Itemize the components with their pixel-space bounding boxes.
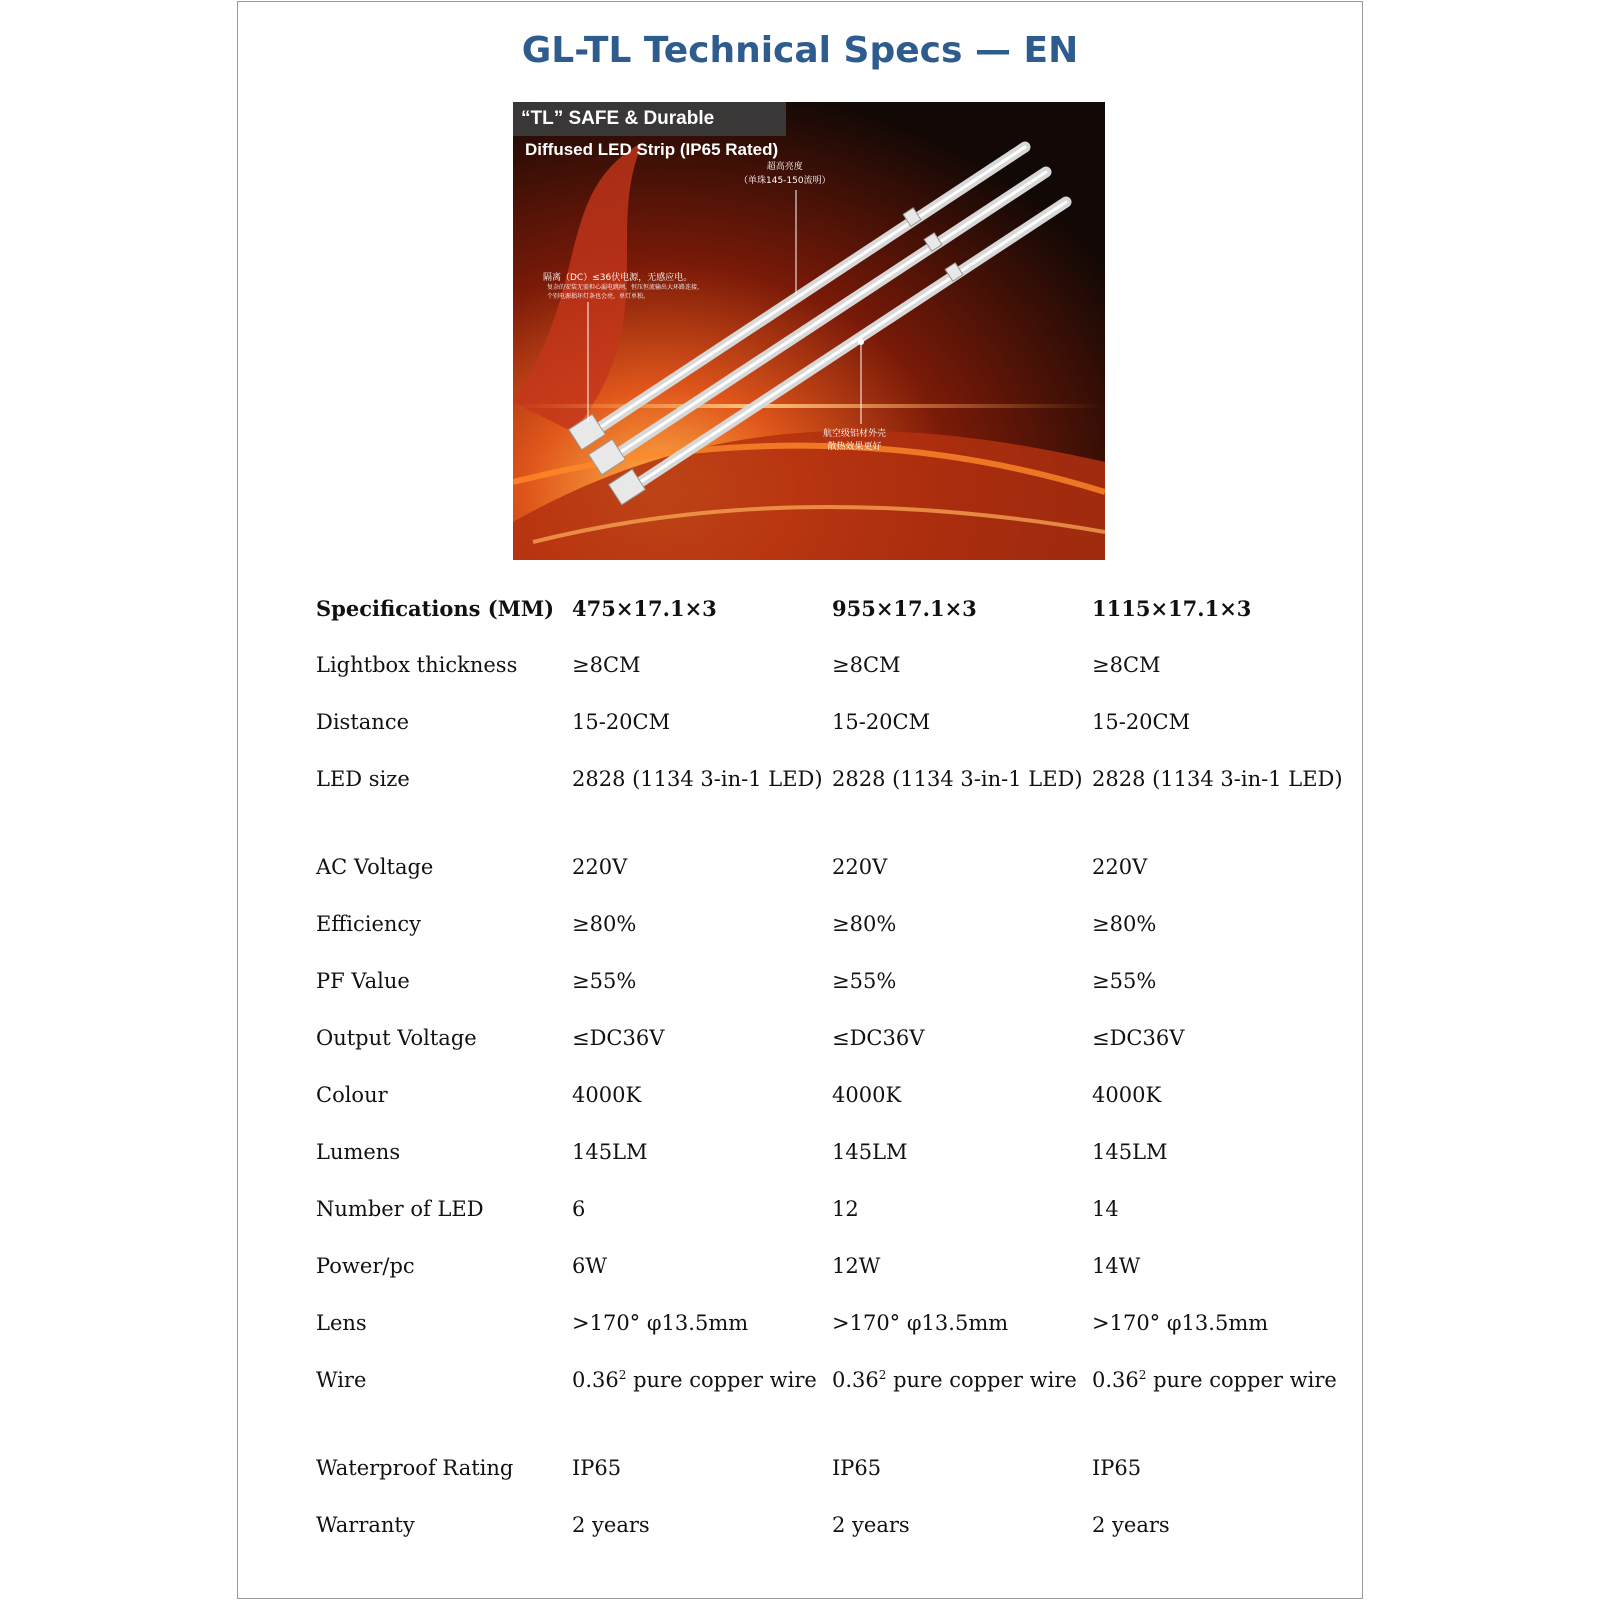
table-row — [316, 851, 1346, 908]
row-label: Lens — [316, 1311, 367, 1335]
cell-value: ≥8CM — [572, 653, 641, 677]
row-label: Lumens — [316, 1140, 401, 1164]
cell-value — [832, 1364, 1092, 1452]
table-row — [316, 1079, 1346, 1136]
table-row — [316, 965, 1346, 1022]
row-label: Efficiency — [316, 912, 422, 936]
hero-banner: “TL” SAFE & Durable — [513, 102, 786, 136]
superscript: 2 — [878, 1368, 887, 1382]
shell-note-sub: 散热效果更好 — [827, 442, 882, 452]
table-row — [316, 1193, 1346, 1250]
cell-value: ≥80% — [832, 912, 897, 936]
isolation-note-main: 隔离（DC）≤36伏电源，无感应电。 — [543, 273, 693, 283]
row-label: LED size — [316, 767, 410, 791]
cell-value: >170° φ13.5mm — [572, 1311, 749, 1335]
cell-value: ≥80% — [1092, 912, 1157, 936]
row-label: Wire — [316, 1368, 367, 1392]
wire-desc: pure copper wire — [1146, 1368, 1337, 1392]
header-size-475: 475×17.1×3 — [572, 596, 717, 621]
brightness-note — [739, 160, 831, 188]
row-label: AC Voltage — [316, 855, 434, 879]
cell-value: ≤DC36V — [832, 1026, 925, 1050]
cell-value: >170° φ13.5mm — [1092, 1311, 1269, 1335]
wire-desc: pure copper wire — [886, 1368, 1077, 1392]
table-row — [316, 1364, 1346, 1452]
header-size-1115: 1115×17.1×3 — [1092, 596, 1252, 621]
wire-desc: pure copper wire — [626, 1368, 817, 1392]
cell-value: ≥8CM — [1092, 653, 1161, 677]
wire-gauge: 0.36 — [572, 1368, 619, 1392]
shell-note — [823, 428, 886, 454]
cell-value: 14 — [1092, 1197, 1119, 1221]
table-row — [316, 649, 1346, 706]
table-row — [316, 1452, 1346, 1509]
table-row — [316, 1509, 1346, 1566]
spec-sheet-page — [237, 1, 1363, 1599]
row-label: Power/pc — [316, 1254, 415, 1278]
cell-value: IP65 — [572, 1456, 622, 1480]
cell-value: 2 years — [572, 1513, 650, 1537]
cell-value: 145LM — [572, 1140, 648, 1164]
cell-value — [572, 1364, 832, 1452]
row-label: Colour — [316, 1083, 388, 1107]
cell-value: IP65 — [832, 1456, 882, 1480]
brightness-note-sub: （单珠145-150流明） — [739, 176, 831, 186]
row-label: PF Value — [316, 969, 410, 993]
cell-value: 2828 (1134 3-in-1 LED) — [832, 767, 1083, 791]
cell-value: ≤DC36V — [1092, 1026, 1185, 1050]
cell-value: ≥55% — [572, 969, 637, 993]
shell-note-main: 航空级铝材外壳 — [823, 429, 887, 439]
isolation-note-sub1: 复杂的安装无需担心漏电跳闸，恒压恒流输出大环路连接， — [547, 284, 704, 291]
header-size-955: 955×17.1×3 — [832, 596, 977, 621]
row-label: Distance — [316, 710, 410, 734]
cell-value: 15-20CM — [1092, 710, 1191, 734]
cell-value: 2828 (1134 3-in-1 LED) — [1092, 767, 1343, 791]
cell-value: 4000K — [1092, 1083, 1162, 1107]
cell-value: ≥80% — [572, 912, 637, 936]
cell-value: 12W — [832, 1254, 881, 1278]
cell-value: IP65 — [1092, 1456, 1142, 1480]
cell-value: 145LM — [1092, 1140, 1168, 1164]
row-label: Number of LED — [316, 1197, 484, 1221]
cell-value: 12 — [832, 1197, 859, 1221]
cell-value: 15-20CM — [572, 710, 671, 734]
cell-value — [1092, 1364, 1346, 1452]
cell-value: ≤DC36V — [572, 1026, 665, 1050]
cell-value: 220V — [1092, 855, 1148, 879]
cell-value: 220V — [832, 855, 888, 879]
table-row — [316, 1250, 1346, 1307]
cell-value: 2 years — [832, 1513, 910, 1537]
isolation-note — [543, 270, 703, 301]
superscript: 2 — [1138, 1368, 1147, 1382]
cell-value: 6W — [572, 1254, 607, 1278]
wire-gauge: 0.36 — [832, 1368, 879, 1392]
product-photo — [513, 102, 1105, 560]
cell-value: 4000K — [572, 1083, 642, 1107]
cell-value: ≥55% — [1092, 969, 1157, 993]
table-row — [316, 1307, 1346, 1364]
cell-value: 6 — [572, 1197, 586, 1221]
header-spec-label: Specifications (MM) — [316, 596, 555, 621]
hero-strip-title: Diffused LED Strip (IP65 Rated) — [525, 140, 779, 159]
cell-value: 15-20CM — [832, 710, 931, 734]
cell-value: >170° φ13.5mm — [832, 1311, 1009, 1335]
row-label: Waterproof Rating — [316, 1456, 514, 1480]
row-label: Warranty — [316, 1513, 415, 1537]
cell-value: 2828 (1134 3-in-1 LED) — [572, 767, 823, 791]
isolation-note-sub2: 个别电源损坏灯条也会亮，单灯单独。 — [547, 293, 650, 300]
table-row — [316, 1136, 1346, 1193]
cell-value: 2 years — [1092, 1513, 1170, 1537]
row-label: Output Voltage — [316, 1026, 477, 1050]
table-row — [316, 908, 1346, 965]
table-row — [316, 763, 1346, 851]
row-label: Lightbox thickness — [316, 653, 518, 677]
cell-value: 14W — [1092, 1254, 1141, 1278]
table-header-row — [316, 592, 1346, 649]
cell-value: 4000K — [832, 1083, 902, 1107]
cell-value: 145LM — [832, 1140, 908, 1164]
cell-value: ≥55% — [832, 969, 897, 993]
wire-gauge: 0.36 — [1092, 1368, 1139, 1392]
document-title: GL-TL Technical Specs — EN — [521, 30, 1079, 71]
cell-value: ≥8CM — [832, 653, 901, 677]
brightness-note-main: 超高亮度 — [766, 162, 803, 172]
specifications-table — [316, 592, 1346, 1566]
table-row — [316, 1022, 1346, 1079]
cell-value: 220V — [572, 855, 628, 879]
table-row — [316, 706, 1346, 763]
superscript: 2 — [618, 1368, 627, 1382]
